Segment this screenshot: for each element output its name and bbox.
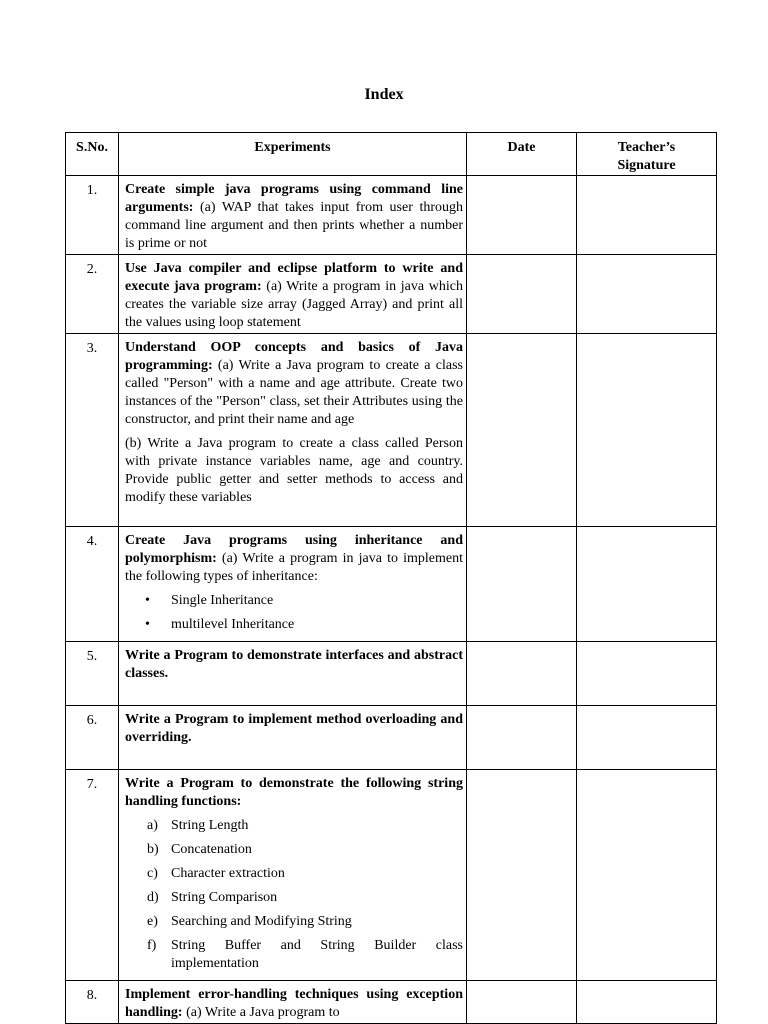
experiment-heading: Write a Program to demonstrate the following string handling functions: bbox=[125, 776, 463, 809]
row-experiment bbox=[119, 527, 467, 642]
experiment-text: (a) Write a program in java to implement the following types of inheritance: bbox=[125, 551, 463, 584]
row-signature-cell bbox=[577, 176, 717, 255]
row-date-cell bbox=[467, 334, 577, 527]
row-signature-cell bbox=[577, 981, 717, 1024]
row-signature-cell bbox=[577, 527, 717, 642]
experiment-text: (a) WAP that takes input from user through command line argument and then prints whether a number is prime or not bbox=[125, 200, 463, 251]
row-date-cell bbox=[467, 642, 577, 706]
experiment-heading: Write a Program to demonstrate interfaces and abstract classes. bbox=[125, 648, 463, 681]
row-sno: 3. bbox=[66, 334, 119, 527]
row-date-cell bbox=[467, 527, 577, 642]
header-date: Date bbox=[467, 133, 577, 176]
experiment-text: (a) Write a Java program to create a class called "Person" with a name and age attribute. Create two instances of the "Person" class, set their Attributes using the constructor, and print their name and age bbox=[125, 358, 463, 427]
row-experiment bbox=[119, 981, 467, 1024]
experiment-text: (a) Write a program in java which creates the variable size array (Jagged Array) and print all the values using loop statement bbox=[125, 279, 463, 330]
experiment-heading: Write a Program to implement method overloading and overriding. bbox=[125, 712, 463, 745]
page-title: Index bbox=[364, 86, 404, 103]
table-row bbox=[66, 770, 717, 981]
table-row bbox=[66, 642, 717, 706]
table-row bbox=[66, 981, 717, 1024]
row-date-cell bbox=[467, 176, 577, 255]
row-signature-cell bbox=[577, 642, 717, 706]
index-table bbox=[65, 132, 717, 1024]
string-functions-list bbox=[125, 817, 463, 973]
list-item: d) String Comparison bbox=[147, 890, 278, 905]
experiment-heading: Understand OOP concepts and basics of Java programming: bbox=[125, 340, 463, 373]
row-date-cell bbox=[467, 770, 577, 981]
row-sno: 2. bbox=[66, 255, 119, 334]
header-sno: S.No. bbox=[66, 133, 119, 176]
list-item: f) String Buffer and String Builder class implementation bbox=[147, 938, 463, 971]
row-experiment bbox=[119, 642, 467, 706]
header-experiments: Experiments bbox=[119, 133, 467, 176]
experiment-heading: Use Java compiler and eclipse platform to write and execute java program: bbox=[125, 261, 463, 294]
experiment-heading: Create simple java programs using command line arguments: bbox=[125, 182, 463, 215]
experiment-text-b: (b) Write a Java program to create a class called Person with private instance variables name, age and country. Provide public getter and setter methods to access and modify these variables bbox=[125, 436, 463, 505]
list-item: • multilevel Inheritance bbox=[145, 617, 295, 632]
list-item: e) Searching and Modifying String bbox=[147, 914, 352, 929]
table-row bbox=[66, 255, 717, 334]
row-signature-cell bbox=[577, 334, 717, 527]
row-sno: 6. bbox=[66, 706, 119, 770]
row-signature-cell bbox=[577, 255, 717, 334]
bullet-icon: • bbox=[145, 593, 150, 608]
row-experiment bbox=[119, 255, 467, 334]
list-item: a) String Length bbox=[147, 818, 249, 833]
header-signature-line2: Signature bbox=[617, 158, 676, 173]
row-experiment bbox=[119, 706, 467, 770]
list-item: c) Character extraction bbox=[147, 866, 285, 881]
row-experiment bbox=[119, 176, 467, 255]
list-item: b) Concatenation bbox=[147, 842, 252, 857]
header-signature-line1: Teacher’s bbox=[617, 140, 676, 155]
row-date-cell bbox=[467, 981, 577, 1024]
row-sno: 1. bbox=[66, 176, 119, 255]
table-row bbox=[66, 527, 717, 642]
experiment-heading: Implement error-handling techniques using exception handling: bbox=[125, 987, 463, 1020]
row-sno: 8. bbox=[66, 981, 119, 1024]
table-row bbox=[66, 706, 717, 770]
row-sno: 7. bbox=[66, 770, 119, 981]
row-sno: 5. bbox=[66, 642, 119, 706]
bullet-icon: • bbox=[145, 617, 150, 632]
bullet-list bbox=[125, 592, 463, 634]
list-item: • Single Inheritance bbox=[145, 593, 274, 608]
header-row bbox=[66, 133, 717, 176]
row-experiment bbox=[119, 334, 467, 527]
row-date-cell bbox=[467, 255, 577, 334]
header-signature bbox=[577, 133, 717, 176]
table-row bbox=[66, 334, 717, 527]
experiment-text: (a) Write a Java program to bbox=[182, 1005, 340, 1020]
row-experiment bbox=[119, 770, 467, 981]
row-signature-cell bbox=[577, 706, 717, 770]
experiment-heading: Create Java programs using inheritance and polymorphism: bbox=[125, 533, 463, 566]
row-sno: 4. bbox=[66, 527, 119, 642]
table-row bbox=[66, 176, 717, 255]
row-date-cell bbox=[467, 706, 577, 770]
row-signature-cell bbox=[577, 770, 717, 981]
